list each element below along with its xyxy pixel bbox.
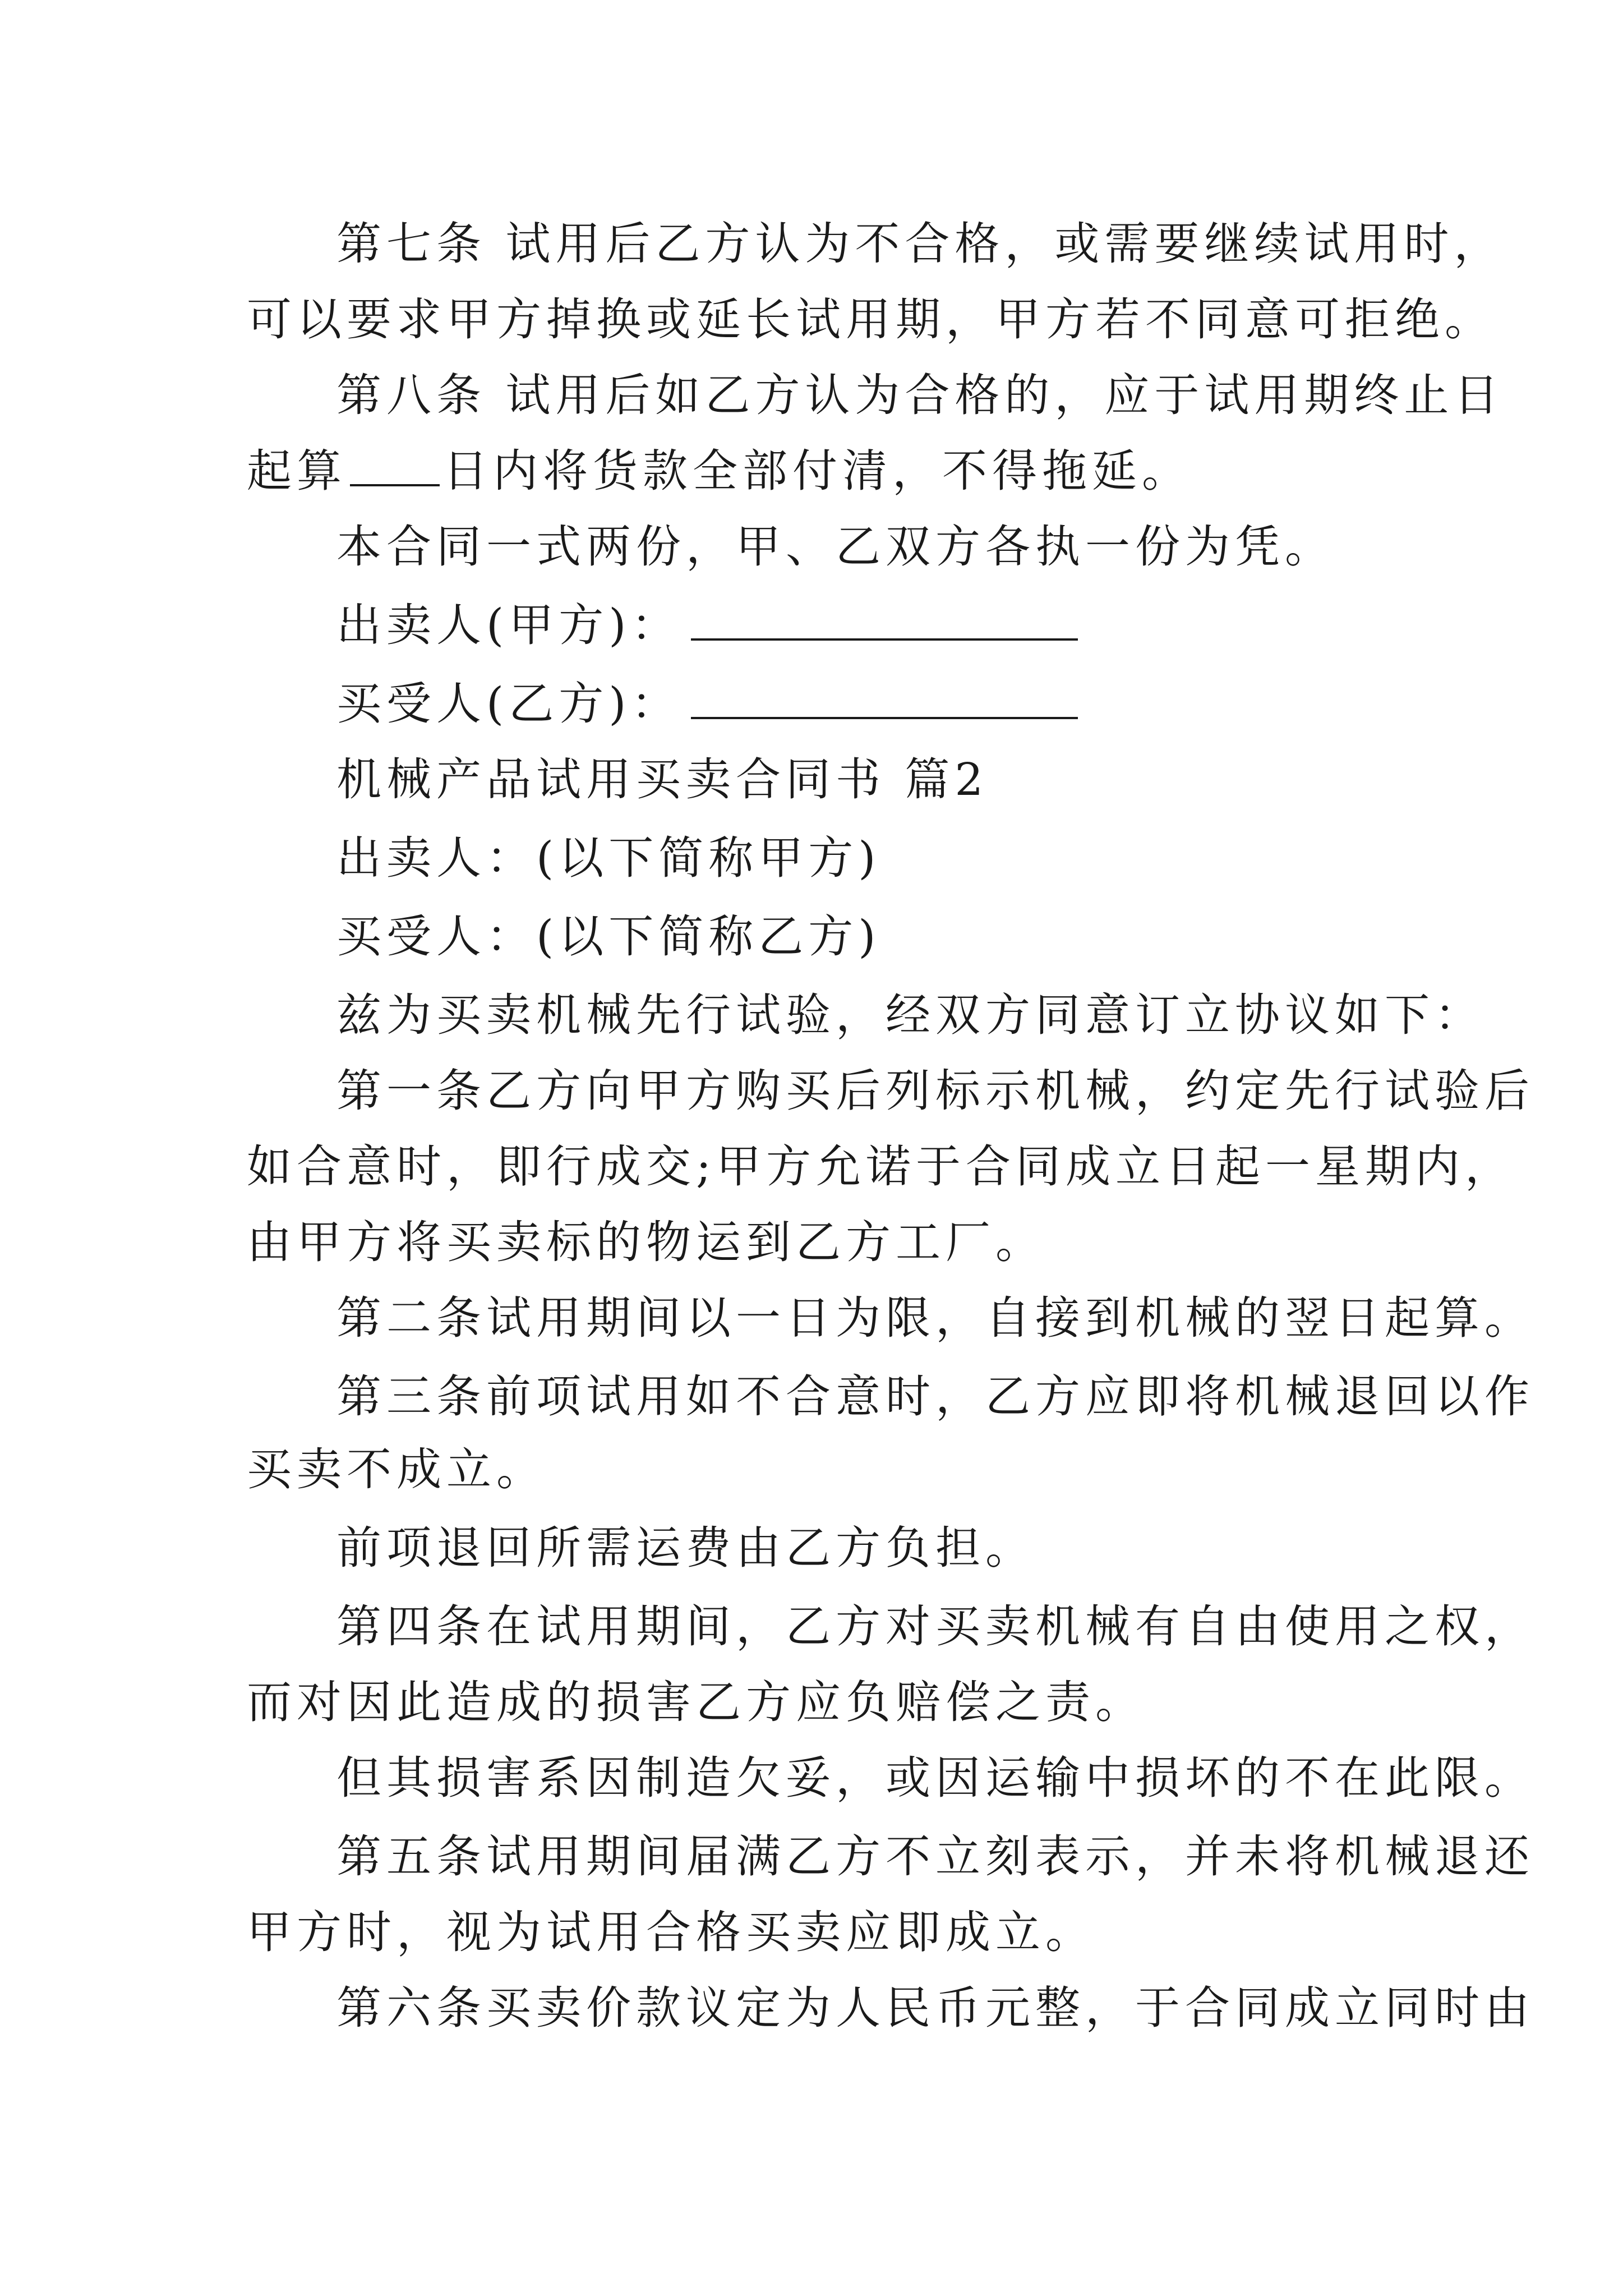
article-1-line-3: 由甲方将买卖标的物运到乙方工厂。 bbox=[247, 1216, 1045, 1268]
article-8-text-end: 日内将货款全部付清，不得拖延。 bbox=[443, 445, 1192, 497]
seller-signature-blank bbox=[691, 599, 1078, 641]
article-4-line-1: 第四条在试用期间，乙方对买卖机械有自由使用之权， bbox=[336, 1600, 1534, 1653]
seller-signature-line bbox=[336, 597, 1078, 654]
article-5-line-1: 第五条试用期间届满乙方不立刻表示，并未将机械退还 bbox=[336, 1830, 1534, 1883]
exception-clause: 但其损害系因制造欠妥，或因运输中损坏的不在此限。 bbox=[336, 1752, 1534, 1804]
article-8-line-2 bbox=[247, 443, 1192, 499]
article-7-line-2: 可以要求甲方掉换或延长试用期，甲方若不同意可拒绝。 bbox=[247, 293, 1495, 346]
buyer-party: 买受人：(以下简称乙方) bbox=[336, 910, 881, 963]
copies-clause: 本合同一式两份，甲、乙双方各执一份为凭。 bbox=[336, 521, 1335, 573]
article-5-line-2: 甲方时，视为试用合格买卖应即成立。 bbox=[247, 1906, 1095, 1958]
article-8-text-start: 起算 bbox=[247, 445, 347, 497]
article-2-line: 第二条试用期间以一日为限，自接到机械的翌日起算。 bbox=[336, 1292, 1534, 1344]
freight-clause: 前项退回所需运费由乙方负担。 bbox=[336, 1522, 1035, 1574]
buyer-signature-line bbox=[336, 676, 1078, 732]
seller-party: 出卖人：(以下简称甲方) bbox=[336, 832, 881, 884]
buyer-label: 买受人(乙方)： bbox=[336, 678, 681, 730]
article-4-line-2: 而对因此造成的损害乙方应负赔偿之责。 bbox=[247, 1676, 1145, 1728]
article-3-line-2: 买卖不成立。 bbox=[247, 1443, 546, 1496]
article-3-line-1: 第三条前项试用如不合意时，乙方应即将机械退回以作 bbox=[336, 1370, 1534, 1423]
article-6-line-1: 第六条买卖价款议定为人民币元整，于合同成立同时由 bbox=[336, 1982, 1534, 2034]
preamble: 兹为买卖机械先行试验，经双方同意订立协议如下： bbox=[336, 989, 1484, 1041]
article-8-line-1: 第八条 试用后如乙方认为合格的，应于试用期终止日 bbox=[336, 369, 1504, 421]
days-blank bbox=[350, 445, 440, 486]
buyer-signature-blank bbox=[691, 678, 1078, 719]
article-1-line-1: 第一条乙方向甲方购买后列标示机械，约定先行试验后 bbox=[336, 1065, 1534, 1117]
article-1-line-2: 如合意时，即行成交;甲方允诺于合同成立日起一星期内， bbox=[247, 1140, 1515, 1193]
article-7-line-1: 第七条 试用后乙方认为不合格，或需要继续试用时， bbox=[336, 218, 1504, 270]
seller-label: 出卖人(甲方)： bbox=[336, 599, 681, 651]
contract-heading: 机械产品试用买卖合同书 篇2 bbox=[336, 753, 989, 806]
